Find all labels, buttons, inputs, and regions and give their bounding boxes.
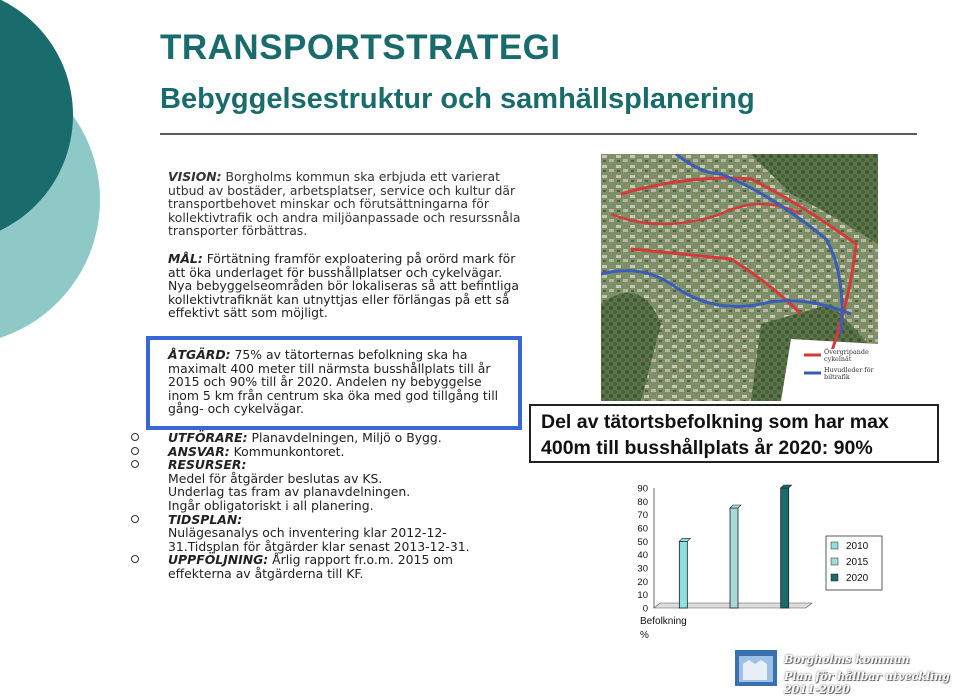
vision-paragraph <box>168 170 528 238</box>
item-label: UTFÖRARE: <box>168 430 248 445</box>
page-subtitle: Bebyggelsestruktur och samhällsplanering <box>160 83 755 115</box>
item-label: ANSVAR: <box>168 443 230 459</box>
legend-label-2015: 2015 <box>846 557 869 568</box>
bar-chart <box>620 478 890 648</box>
list-item <box>131 458 511 512</box>
goal-paragraph <box>168 252 528 320</box>
item-label: UPPFÖLJNING: <box>168 552 269 568</box>
item-line: Medel för åtgärder beslutas av KS. <box>168 470 383 486</box>
title-divider <box>160 133 917 135</box>
action-text: 75% av tätorternas befolkning ska ha maximalt 400 meter till närmsta busshållplats till år 2015 och 90% till år 2020. Andelen ny bebyggelse inom 5 km från centrum ska öka med god tillgång till gång- och cykelvägar. <box>168 347 499 417</box>
x-axis-label: % <box>640 630 649 641</box>
legend-swatch-2015 <box>831 558 838 565</box>
bar-2015 <box>730 508 738 608</box>
y-tick-label: 80 <box>637 496 648 508</box>
list-item <box>131 445 511 459</box>
bar-top-2015 <box>730 505 741 508</box>
item-line: Ingår obligatoriskt i all planering. <box>168 497 374 513</box>
map-legend-label-road: Huvudleder för biltrafik <box>824 366 874 381</box>
item-label: TIDSPLAN: <box>168 511 243 527</box>
y-tick-label: 40 <box>637 550 648 562</box>
callout-box: Del av tätortsbefolkning som har max 400m till busshållplats år 2020: 90% <box>529 404 939 463</box>
item-text: Kommunkontoret. <box>229 443 345 459</box>
vision-label: VISION: <box>168 169 222 184</box>
action-paragraph <box>168 348 513 416</box>
legend-swatch-2010 <box>831 542 838 549</box>
bullet-icon <box>131 515 139 523</box>
bullet-icon <box>131 433 139 441</box>
page-title: TRANSPORTSTRATEGI <box>160 28 561 67</box>
y-tick-label: 90 <box>637 483 648 495</box>
bullet-icon <box>131 460 139 468</box>
y-tick-label: 50 <box>637 536 648 548</box>
bar-top-2020 <box>781 485 792 488</box>
bullet-icon <box>131 447 139 455</box>
y-tick-label: 20 <box>637 576 648 588</box>
item-text: Årlig rapport fr.o.m. 2015 om effekterna av åtgärderna till KF. <box>168 552 453 581</box>
y-tick-label: 0 <box>642 603 648 615</box>
y-tick-label: 30 <box>637 563 648 575</box>
y-tick-label: 10 <box>637 590 648 602</box>
aerial-map-image <box>601 154 878 401</box>
y-tick-label: 60 <box>637 523 648 535</box>
bar-2010 <box>679 541 687 608</box>
action-label: ÅTGÄRD: <box>168 347 231 362</box>
list-item <box>131 553 511 580</box>
legend-label-2020: 2020 <box>846 573 869 584</box>
vision-text: Borgholms kommun ska erbjuda ett varierat utbud av bostäder, arbetsplatser, service och kultur där transportbehovet minskar och förutsättningarna för kollektivtrafik och andra miljöanpassade och resurssnåla transporter förbättras. <box>168 169 521 239</box>
map-legend-label-cycle: Övergripande cykelnät <box>824 348 869 363</box>
legend-swatch-2020 <box>831 574 838 581</box>
bar-2020 <box>781 488 789 608</box>
y-tick-label: 70 <box>637 510 648 522</box>
responsibility-list <box>131 431 511 581</box>
legend-label-2010: 2010 <box>846 541 869 552</box>
item-text: Planavdelningen, Miljö o Bygg. <box>247 430 442 445</box>
list-item <box>131 513 511 554</box>
goal-label: MÅL: <box>168 251 203 266</box>
item-line: Underlag tas fram av planavdelningen. <box>168 484 411 500</box>
footer-line1: Borgholms kommun <box>784 653 910 666</box>
list-item <box>131 431 511 445</box>
x-axis-label: Befolkning <box>640 616 687 627</box>
item-line: Nulägesanalys och inventering klar 2012-12-31.Tidsplan för åtgärder klar senast 2013-12-31. <box>168 525 470 554</box>
goal-text: Förtätning framför exploatering på orörd mark för att öka underlaget för busshållplatser och cykelvägar. Nya bebyggelseområden bör lokaliseras så att befintliga kollektivtrafiknät kan utnyttjas eller förlängas på ett så effektivt sätt som möjligt. <box>168 251 519 321</box>
bullet-icon <box>131 555 139 563</box>
item-label: RESURSER: <box>168 457 247 473</box>
footer-line2: Plan för hållbar utveckling 2011-2020 <box>784 670 950 696</box>
bar-top-2010 <box>679 538 690 541</box>
decorative-circles <box>0 0 130 360</box>
